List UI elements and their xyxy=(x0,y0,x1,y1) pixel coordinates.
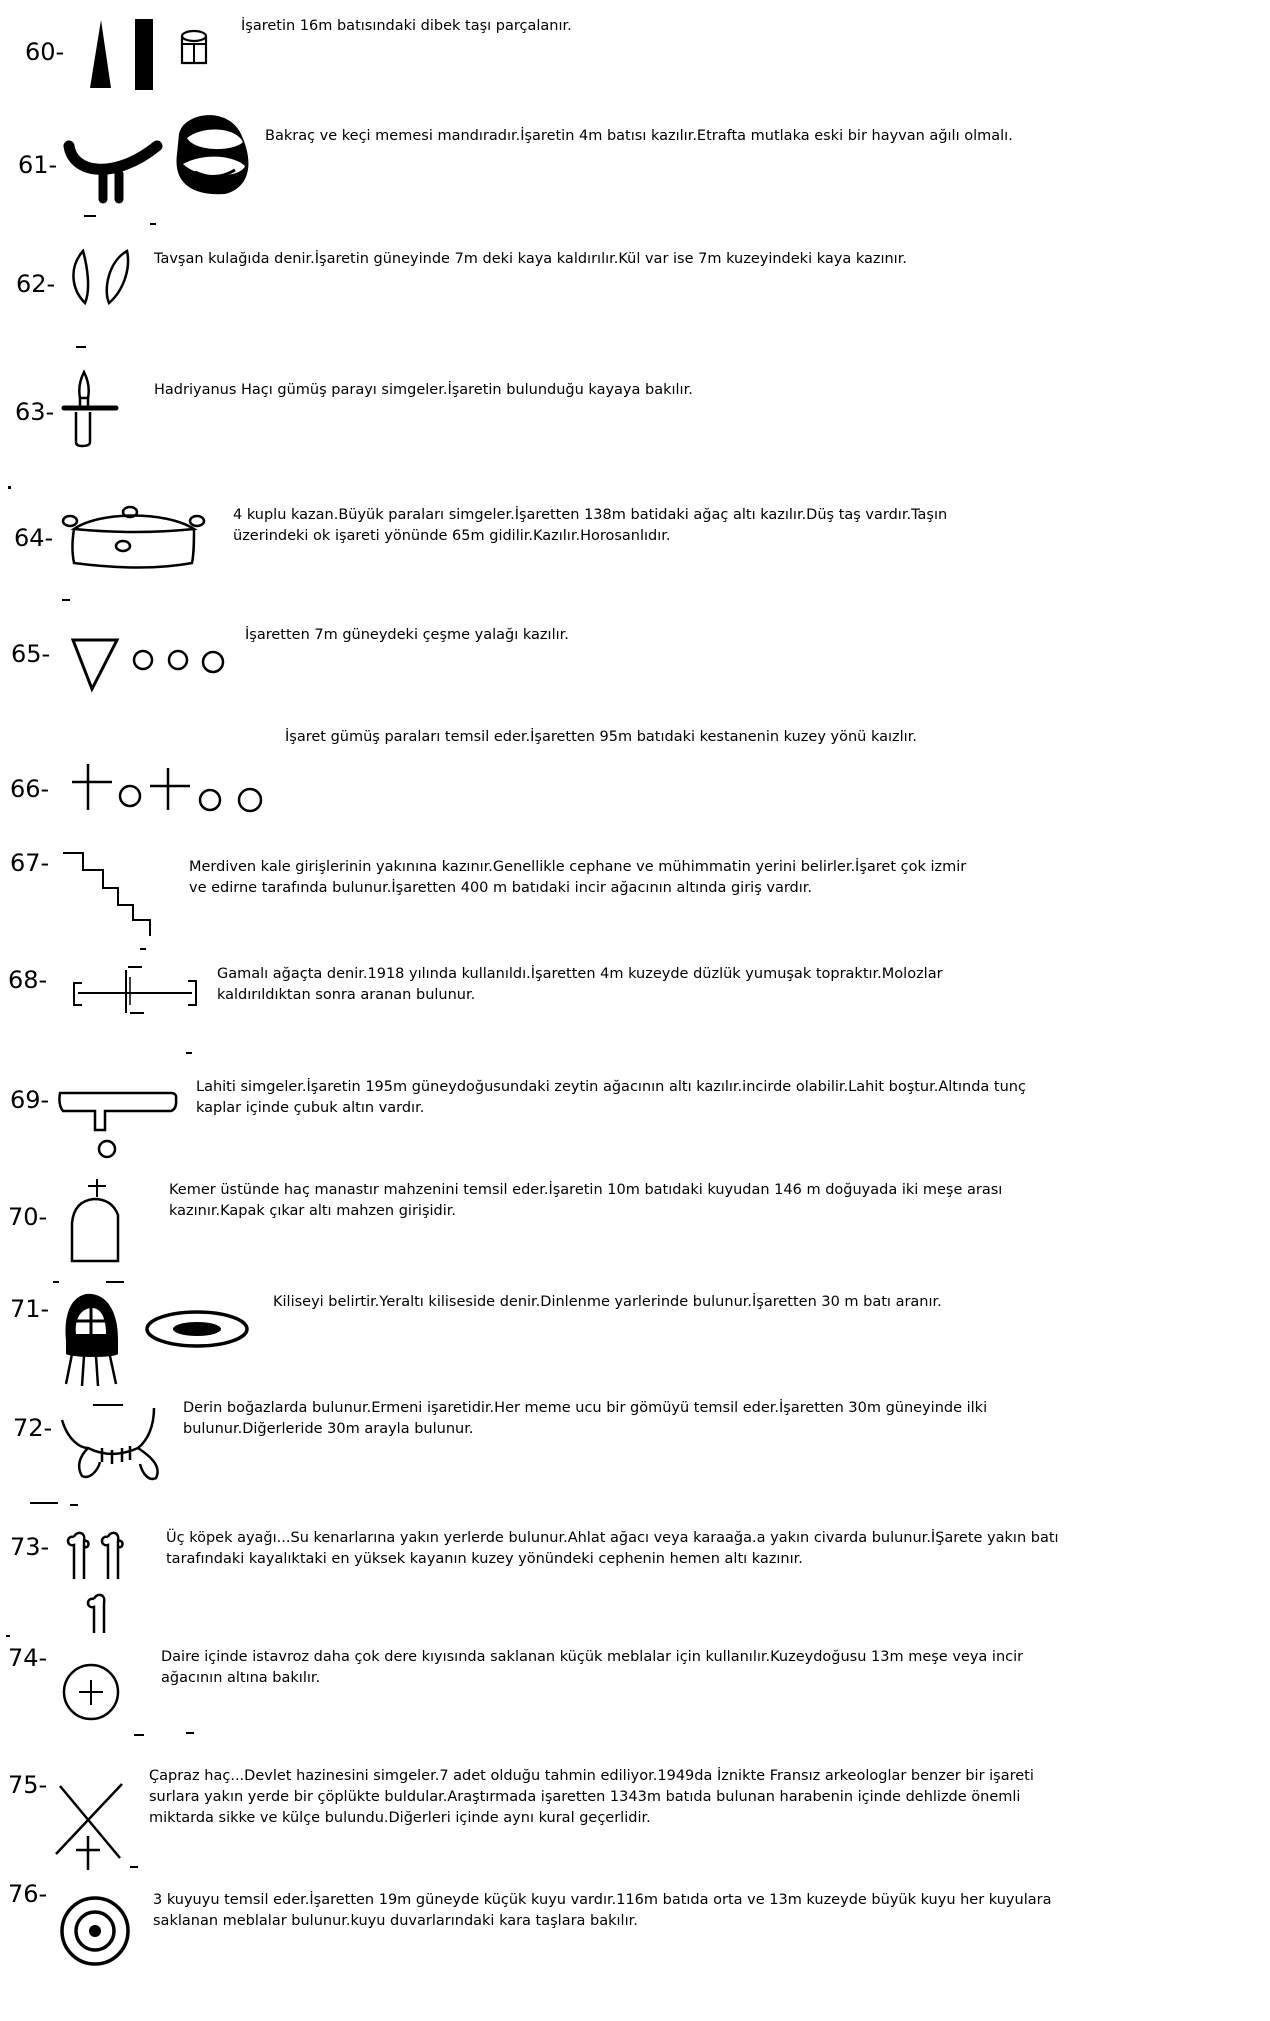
entry-description: Lahiti simgeler.İşaretin 195m güneydoğusundaki zeytin ağacının altı kazılır.incirde olabilir.Lahit boştur.Altında tunç kaplar içinde çubuk altın vardır. xyxy=(196,1079,1026,1116)
goat-udder-bucket-icon xyxy=(65,108,265,218)
entry-description: Daire içinde istavroz daha çok dere kıyısında saklanan küçük meblalar için kullanılır.Kuzeydoğusu 13m meşe veya incir ağacının altına bakılır. xyxy=(161,1649,1024,1686)
stray-mark xyxy=(186,1732,194,1734)
entry-number: 73- xyxy=(10,1533,50,1561)
stray-mark xyxy=(6,1635,10,1637)
entry-description: İşaretten 7m güneydeki çeşme yalağı kazılır. xyxy=(245,627,569,643)
entry-number: 62- xyxy=(16,270,56,298)
stray-mark xyxy=(62,599,70,601)
entry-description: Çapraz haç...Devlet hazinesini simgeler.7 adet olduğu tahmin ediliyor.1949da İznikte Fransız arkeologlar benzer bir işareti surlara yakın yerde bir çöplükte buldular.Araştırmada işaretten 1343m batıda bulunan harabenin içinde dehlizde önemli miktarda sikke ve külçe bulundu.Diğerleri içinde aynı kural geçerlidir. xyxy=(149,1768,1034,1826)
entry-number: 74- xyxy=(8,1644,48,1672)
stray-mark xyxy=(150,223,156,225)
triangle-bar-cylinder-icon xyxy=(85,15,205,95)
entry-description: Hadriyanus Haçı gümüş parayı simgeler.İşaretin bulunduğu kayaya bakılır. xyxy=(154,382,693,398)
stray-mark xyxy=(76,346,86,348)
stray-mark xyxy=(140,948,146,950)
entry-number: 76- xyxy=(8,1880,48,1908)
stray-mark xyxy=(53,1281,59,1283)
entry-number: 71- xyxy=(10,1295,50,1323)
entry-number: 63- xyxy=(15,398,55,426)
stray-mark xyxy=(8,486,11,489)
entry-description: Bakraç ve keçi memesi mandıradır.İşaretin 4m batısı kazılır.Etrafta mutlaka eski bir hayvan ağılı olmalı. xyxy=(265,128,1013,144)
hadrian-cross-icon xyxy=(60,368,130,448)
entry-description: Kemer üstünde haç manastır mahzenini temsil eder.İşaretin 10m batıdaki kuyudan 146 m doğuyada iki meşe arası kazınır.Kapak çıkar altı mahzen girişidir. xyxy=(169,1182,1003,1219)
entry-number: 75- xyxy=(8,1771,48,1799)
entry-description: 4 kuplu kazan.Büyük paraları simgeler.İşaretten 138m batidaki ağaç altı kazılır.Düş taş vardır.Taşın üzerindeki ok işareti yönünde 65m gidilir.Kazılır.Horosanlıdır. xyxy=(233,507,948,544)
entry-number: 67- xyxy=(10,849,50,877)
stray-mark xyxy=(134,1734,144,1736)
stray-mark xyxy=(93,1404,123,1406)
cauldron-icon xyxy=(60,495,210,575)
entry-number: 60- xyxy=(25,38,65,66)
entry-number: 61- xyxy=(18,151,58,179)
church-icon xyxy=(60,1290,260,1390)
entry-description: İşaretin 16m batısındaki dibek taşı parçalanır. xyxy=(241,18,572,34)
entry-number: 68- xyxy=(8,966,48,994)
entry-number: 65- xyxy=(11,640,51,668)
dog-feet-icon xyxy=(62,1527,132,1637)
stray-mark xyxy=(70,1504,78,1506)
entry-description: Kiliseyi belirtir.Yeraltı kiliseside denir.Dinlenme yarlerinde bulunur.İşaretten 30 m batı aranır. xyxy=(273,1294,942,1310)
stray-mark xyxy=(106,1281,124,1283)
triangle-three-circles-icon xyxy=(68,635,228,695)
sarcophagus-icon xyxy=(55,1085,185,1160)
entry-description: İşaret gümüş paraları temsil eder.İşaretten 95m batıdaki kestanenin kuzey yönü kaızlır. xyxy=(285,729,917,745)
entry-description: Merdiven kale girişlerinin yakınına kazınır.Genellikle cephane ve mühimmatin yerini belirler.İşaret çok izmir ve edirne tarafında bulunur.İşaretten 400 m batıdaki incir ağacının altında giriş vardır. xyxy=(189,859,967,896)
entry-description: 3 kuyuyu temsil eder.İşaretten 19m güneyde küçük kuyu vardır.116m batıda orta ve 13m kuzeyde büyük kuyu her kuyulara saklanan meblalar bulunur.kuyu duvarlarındaki kara taşlara bakılır. xyxy=(153,1892,1052,1929)
swastika-tree-icon xyxy=(70,965,200,1015)
stray-mark xyxy=(186,1052,192,1054)
entry-description: Gamalı ağaçta denir.1918 yılında kullanıldı.İşaretten 4m kuzeyde düzlük yumuşak topraktır.Molozlar kaldırıldıktan sonra aranan bulunur. xyxy=(217,966,943,1003)
entry-description: Derin boğazlarda bulunur.Ermeni işaretidir.Her meme ucu bir gömüyü temsil eder.İşaretten 30m güneyinde ilki bulunur.Diğerleride 30m arayla bulunur. xyxy=(183,1400,988,1437)
rabbit-ears-icon xyxy=(65,245,135,305)
arch-cross-icon xyxy=(66,1175,126,1265)
stray-mark xyxy=(130,1866,138,1868)
entry-number: 70- xyxy=(8,1203,48,1231)
concentric-circles-icon xyxy=(58,1894,138,1974)
circled-cross-icon xyxy=(60,1660,124,1724)
entry-number: 66- xyxy=(10,775,50,803)
udder-icon xyxy=(58,1400,168,1485)
entry-description: Tavşan kulağıda denir.İşaretin güneyinde 7m deki kaya kaldırılır.Kül var ise 7m kuzeyindeki kaya kazınır. xyxy=(154,251,907,267)
entry-number: 64- xyxy=(14,524,54,552)
crosses-circles-icon xyxy=(70,760,270,820)
stray-mark xyxy=(84,215,96,217)
crossed-cross-icon xyxy=(50,1778,130,1873)
stairs-icon xyxy=(58,848,158,938)
entry-number: 69- xyxy=(10,1086,50,1114)
entry-number: 72- xyxy=(13,1414,53,1442)
stray-mark xyxy=(30,1502,58,1504)
entry-description: Üç köpek ayağı...Su kenarlarına yakın yerlerde bulunur.Ahlat ağacı veya karaağa.a yakın civarda bulunur.İŞarete yakın batı tarafındaki kayalıktaki en yüksek kayanın kuzey yönündeki cephenin hemen altı kazınır. xyxy=(166,1530,1059,1567)
